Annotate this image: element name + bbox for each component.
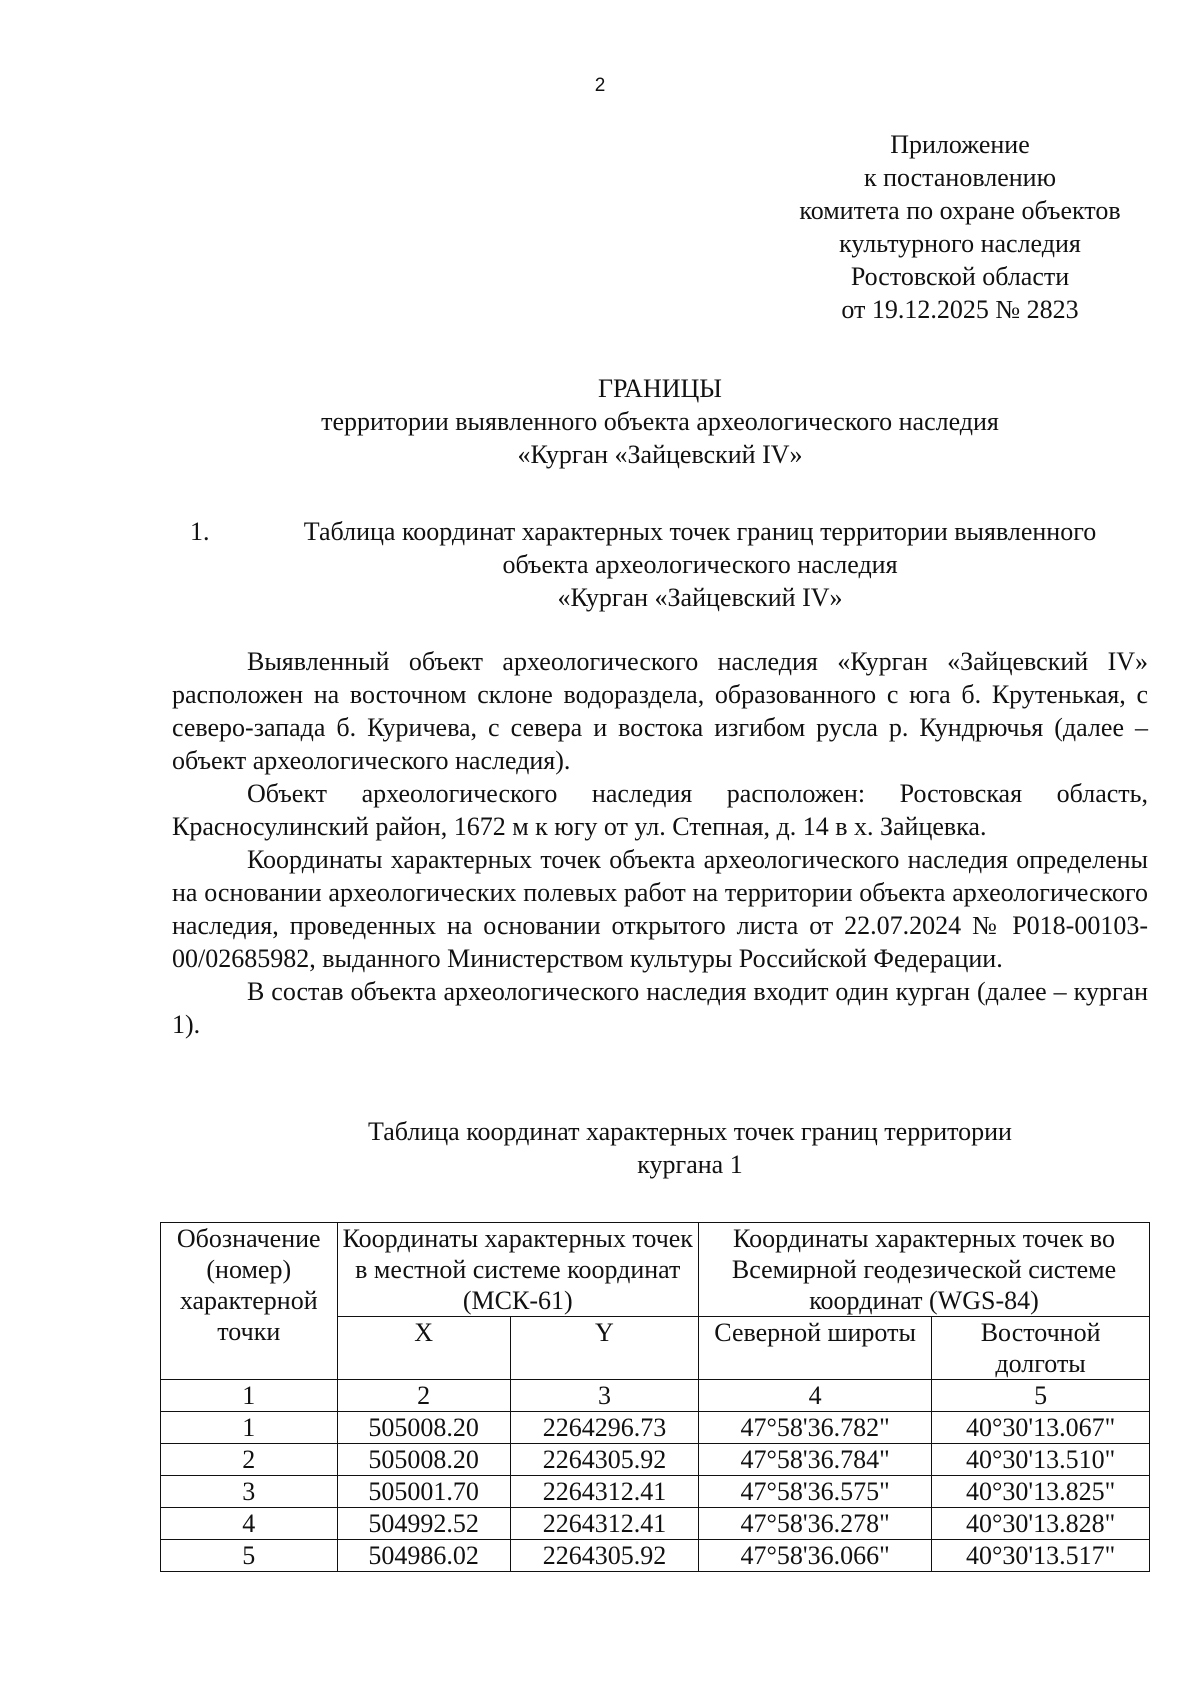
header-north-latitude: Северной широты: [699, 1317, 932, 1380]
point-number: 5: [161, 1540, 338, 1572]
latitude: 47°58'36.782": [699, 1412, 932, 1444]
point-number: 2: [161, 1444, 338, 1476]
column-number: 4: [699, 1380, 932, 1412]
coord-x: 505008.20: [337, 1444, 510, 1476]
longitude: 40°30'13.517": [932, 1540, 1150, 1572]
paragraph: Координаты характерных точек объекта археологического наследия определены на основании археологических полевых работ на территории объекта археологического наследия, проведенных на основании открытого листа от 22.07.2024 № Р018-00103-00/02685982, выданного Министерством культуры Российской Федерации.: [172, 845, 1148, 973]
paragraph: Объект археологического наследия расположен: Ростовская область, Красносулинский район, 1672 м к югу от ул. Степная, д. 14 в х. Зайцевка.: [172, 779, 1148, 841]
coord-y: 2264305.92: [510, 1444, 698, 1476]
table-row: [161, 1508, 1150, 1540]
table-row: [161, 1412, 1150, 1444]
page-number: 2: [594, 75, 606, 96]
column-number: 3: [510, 1380, 698, 1412]
latitude: 47°58'36.278": [699, 1508, 932, 1540]
section-line: объекта археологического наследия: [502, 550, 898, 579]
body-text: [172, 645, 1148, 1041]
appendix-line: Приложение: [890, 130, 1030, 159]
header-designation: Обозначение (номер) характерной точки: [161, 1223, 338, 1380]
point-number: 3: [161, 1476, 338, 1508]
section-line: Таблица координат характерных точек границ территории выявленного: [303, 517, 1097, 546]
table-row: [161, 1444, 1150, 1476]
section-number: 1.: [190, 517, 210, 546]
header-east-longitude: Восточной долготы: [932, 1317, 1150, 1380]
appendix-block: [760, 128, 1160, 326]
coord-x: 505008.20: [337, 1412, 510, 1444]
header-y: Y: [510, 1317, 698, 1380]
document-title: [160, 372, 1160, 471]
table-caption-line: Таблица координат характерных точек границ территории: [368, 1117, 1012, 1146]
column-number: 5: [932, 1380, 1150, 1412]
coord-y: 2264296.73: [510, 1412, 698, 1444]
title-object-name: «Курган «Зайцевский IV»: [517, 440, 803, 469]
title-subtitle: территории выявленного объекта археологического наследия: [321, 407, 999, 436]
table-caption: [290, 1115, 1090, 1181]
coordinates-table: [160, 1222, 1150, 1572]
coord-x: 505001.70: [337, 1476, 510, 1508]
header-wgs-coords: Координаты характерных точек во Всемирной геодезической системе координат (WGS-84): [699, 1223, 1150, 1317]
column-number: 2: [337, 1380, 510, 1412]
point-number: 4: [161, 1508, 338, 1540]
latitude: 47°58'36.575": [699, 1476, 932, 1508]
table-row: [161, 1540, 1150, 1572]
latitude: 47°58'36.784": [699, 1444, 932, 1476]
longitude: 40°30'13.825": [932, 1476, 1150, 1508]
appendix-line: Ростовской области: [850, 262, 1070, 291]
table-caption-line: кургана 1: [637, 1150, 743, 1179]
coord-y: 2264312.41: [510, 1476, 698, 1508]
paragraph: Выявленный объект археологического наследия «Курган «Зайцевский IV» расположен на восточном склоне водораздела, образованного с юга б. Крутенькая, с северо-запада б. Куричева, с севера и востока изгибом русла р. Кундрючья (далее – объект археологического наследия).: [172, 647, 1148, 775]
point-number: 1: [161, 1412, 338, 1444]
latitude: 47°58'36.066": [699, 1540, 932, 1572]
coord-y: 2264305.92: [510, 1540, 698, 1572]
header-x: X: [337, 1317, 510, 1380]
column-number-row: [161, 1380, 1150, 1412]
coord-x: 504986.02: [337, 1540, 510, 1572]
section-line: «Курган «Зайцевский IV»: [557, 583, 843, 612]
appendix-line: к постановлению: [863, 163, 1057, 192]
appendix-line: от 19.12.2025 № 2823: [841, 295, 1079, 324]
appendix-line: культурного наследия: [839, 229, 1081, 258]
appendix-line: комитета по охране объектов: [799, 196, 1121, 225]
coord-y: 2264312.41: [510, 1508, 698, 1540]
column-number: 1: [161, 1380, 338, 1412]
longitude: 40°30'13.067": [932, 1412, 1150, 1444]
title-heading: ГРАНИЦЫ: [598, 374, 722, 403]
coord-x: 504992.52: [337, 1508, 510, 1540]
longitude: 40°30'13.510": [932, 1444, 1150, 1476]
section-heading: [190, 515, 1140, 614]
table-row: [161, 1476, 1150, 1508]
paragraph: В состав объекта археологического наследия входит один курган (далее – курган 1).: [172, 977, 1148, 1039]
header-local-coords: Координаты характерных точек в местной системе координат (МСК-61): [337, 1223, 699, 1317]
longitude: 40°30'13.828": [932, 1508, 1150, 1540]
